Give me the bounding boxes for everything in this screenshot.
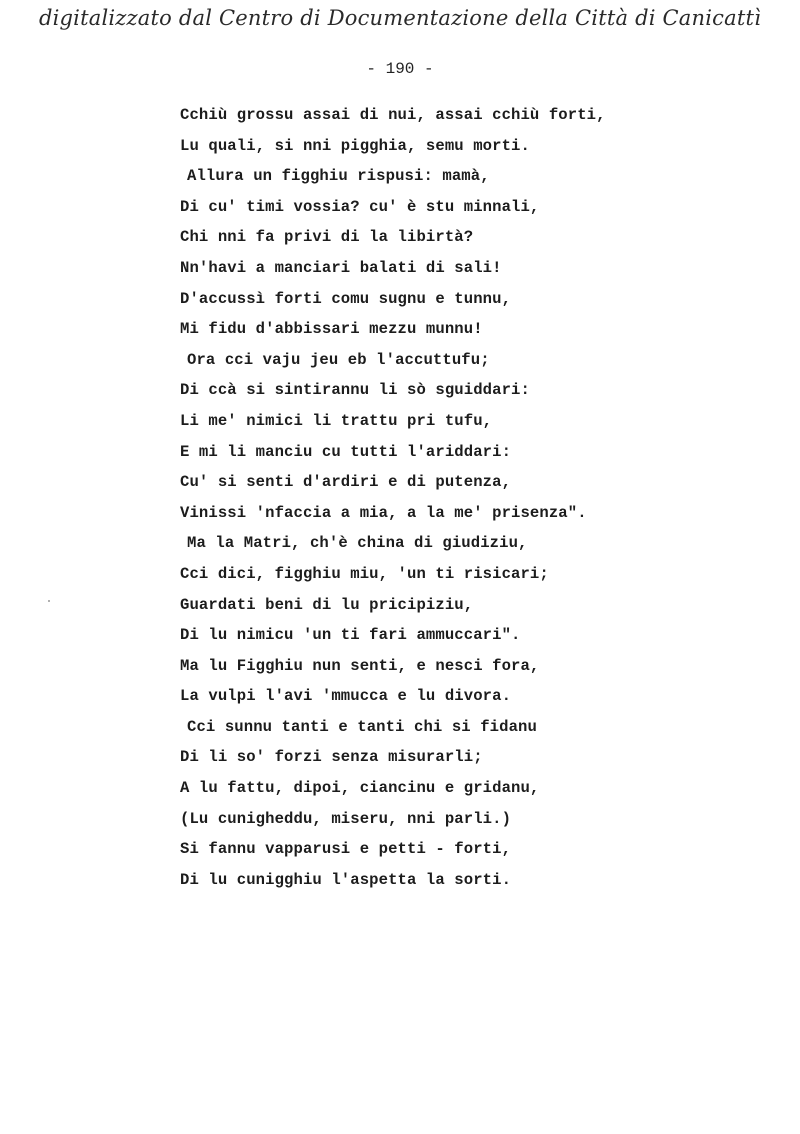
poem-line: Di lu nimicu 'un ti fari ammuccari". <box>180 626 521 645</box>
poem-line: Cchiù grossu assai di nui, assai cchiù forti, <box>180 106 606 124</box>
poem-line: Cci sunnu tanti e tanti chi si fidanu <box>187 717 537 736</box>
poem-line: Vinissi 'nfaccia a mia, a la me' prisenza". <box>180 503 587 522</box>
poem-line: D'accussì forti comu sugnu e tunnu, <box>180 289 512 308</box>
poem-line: La vulpi l'avi 'mmucca e lu divora. <box>180 687 512 706</box>
poem-line: Di li so' forzi senza misurarli; <box>180 748 483 767</box>
poem-body <box>180 100 606 895</box>
poem-line: Di lu cunigghiu l'aspetta la sorti. <box>180 870 512 889</box>
poem-line: Guardati beni di lu pricipiziu, <box>180 595 474 614</box>
digitization-watermark: digitalizzato dal Centro di Documentazione della Città di Canicattì <box>38 6 762 30</box>
poem-line: Mi fidu d'abbissari mezzu munnu! <box>180 320 483 339</box>
poem-line: Di ccà si sintirannu li sò sguiddari: <box>180 381 530 400</box>
scan-speck <box>48 600 50 602</box>
poem-line: Lu quali, si nni pigghia, semu morti. <box>180 136 530 155</box>
poem-line: Li me' nimici li trattu pri tufu, <box>180 411 493 430</box>
poem-line: (Lu cunigheddu, miseru, nni parli.) <box>180 809 512 828</box>
poem-line: Cu' si senti d'ardiri e di putenza, <box>180 473 512 492</box>
poem-line: A lu fattu, dipoi, ciancinu e gridanu, <box>180 779 540 798</box>
poem-line: Di cu' timi vossia? cu' è stu minnali, <box>180 197 540 216</box>
poem-line: Nn'havi a manciari balati di sali! <box>180 258 502 277</box>
poem-line: E mi li manciu cu tutti l'ariddari: <box>180 442 512 461</box>
poem-line: Allura un figghiu rispusi: mamà, <box>187 167 490 186</box>
poem-line: Si fannu vapparusi e petti - forti, <box>180 840 512 859</box>
poem-line: Ma lu Figghiu nun senti, e nesci fora, <box>180 656 540 675</box>
poem-line: Ma la Matri, ch'è china di giudiziu, <box>187 534 528 553</box>
poem-line: Ora cci vaju jeu eb l'accuttufu; <box>187 350 490 369</box>
page-number: - 190 - <box>366 60 434 78</box>
poem-line: Chi nni fa privi di la libirtà? <box>180 228 474 247</box>
poem-line: Cci dici, figghiu miu, 'un ti risicari; <box>180 564 549 583</box>
